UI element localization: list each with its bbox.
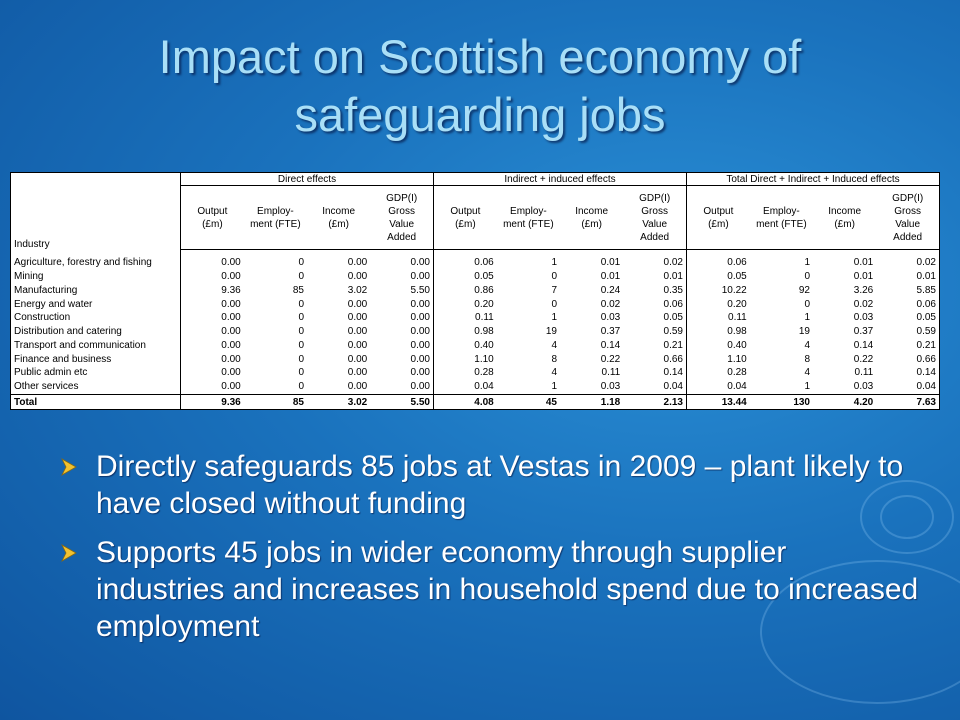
value-cell: 0.00	[347, 298, 368, 310]
value-cell: 5.85	[876, 284, 939, 298]
industry-cell: Finance and business	[11, 353, 181, 367]
value-cell: 10.22	[721, 284, 747, 296]
column-header	[434, 186, 497, 250]
value-cell: 9.36	[221, 284, 241, 296]
column-header-line: ment (FTE)	[250, 218, 301, 230]
value-cell: 0.98	[474, 326, 494, 338]
economic-impact-table	[10, 172, 940, 410]
table-row	[11, 353, 940, 367]
value-cell: 0.59	[876, 325, 939, 339]
impact-data-table	[10, 172, 940, 410]
value-cell: 1	[804, 381, 810, 393]
industry-cell: Transport and communication	[11, 339, 181, 353]
value-cell: 0.00	[370, 339, 433, 353]
table-row	[11, 325, 940, 339]
value-cell: 0.66	[623, 353, 686, 367]
value-cell: 0.24	[600, 284, 621, 296]
column-header-line: Gross	[641, 205, 668, 217]
value-cell: 0.00	[221, 257, 241, 269]
table-row	[11, 311, 940, 325]
column-header-line: Value	[642, 218, 668, 230]
value-cell: 19	[798, 326, 810, 338]
industry-cell: Energy and water	[11, 298, 181, 312]
column-header	[623, 186, 686, 250]
total-row	[11, 395, 940, 410]
column-header-line: (£m)	[834, 218, 855, 230]
value-cell: 0.04	[876, 380, 939, 394]
value-cell: 0.14	[853, 339, 874, 351]
column-header	[750, 186, 813, 250]
value-cell: 0.00	[347, 312, 368, 324]
group-header-total: Total Direct + Indirect + Induced effects	[687, 173, 940, 186]
value-cell: 85	[244, 395, 307, 410]
value-cell: 0	[804, 298, 810, 310]
industry-cell: Construction	[11, 311, 181, 325]
value-cell: 1	[804, 312, 810, 324]
value-cell: 0.02	[853, 298, 874, 310]
column-header-line: Value	[389, 218, 415, 230]
value-cell: 19	[545, 326, 557, 338]
value-cell: 0.28	[727, 367, 747, 379]
column-header-line: Output	[197, 205, 228, 217]
column-header-line: (£m)	[581, 218, 602, 230]
industry-cell: Manufacturing	[11, 284, 181, 298]
column-header-line: Employ-	[763, 205, 800, 217]
table-row	[11, 367, 940, 381]
value-cell: 0.01	[600, 257, 621, 269]
value-cell: 4	[551, 367, 557, 379]
value-cell: 0.59	[623, 325, 686, 339]
spacer-row	[11, 250, 940, 257]
column-header-line: GDP(I)	[386, 192, 418, 204]
value-cell: 1	[551, 381, 557, 393]
value-cell: 0.00	[221, 367, 241, 379]
value-cell: 1	[551, 257, 557, 269]
value-cell: 0.00	[370, 353, 433, 367]
value-cell: 0.22	[853, 353, 874, 365]
column-header-line: Income	[322, 205, 356, 217]
column-header-line: Added	[387, 231, 417, 243]
value-cell: 0.00	[370, 270, 433, 284]
value-cell: 0.05	[876, 311, 939, 325]
value-cell: 0.01	[853, 271, 874, 283]
industry-cell: Agriculture, forestry and fishing	[11, 256, 181, 270]
value-cell: 0.00	[370, 256, 433, 270]
value-cell: 0.06	[727, 257, 747, 269]
value-cell: 0	[804, 271, 810, 283]
column-header	[687, 186, 750, 250]
value-cell: 0.06	[876, 298, 939, 312]
value-cell: 0.05	[727, 271, 747, 283]
value-cell: 4	[551, 339, 557, 351]
value-cell: 0.00	[347, 257, 368, 269]
column-header	[244, 186, 307, 250]
industry-cell: Total	[11, 395, 181, 410]
value-cell: 4	[804, 339, 810, 351]
value-cell: 1.18	[560, 395, 623, 410]
value-cell: 0.00	[370, 367, 433, 381]
table-row	[11, 256, 940, 270]
value-cell: 0.06	[474, 257, 494, 269]
bullet-text: Directly safeguards 85 jobs at Vestas in 2009 – plant likely to have closed without funding	[96, 450, 904, 520]
column-header	[497, 186, 560, 250]
value-cell: 0.01	[853, 257, 874, 269]
column-header	[560, 186, 623, 250]
value-cell: 0	[551, 271, 557, 283]
value-cell: 0.00	[221, 339, 241, 351]
group-header-indirect: Indirect + induced effects	[434, 173, 687, 186]
column-header-line: Output	[450, 205, 481, 217]
title-line-1: Impact on Scottish economy of	[158, 30, 802, 83]
value-cell: 0.04	[623, 380, 686, 394]
value-cell: 4	[804, 367, 810, 379]
value-cell: 0.40	[727, 339, 747, 351]
value-cell: 0.20	[474, 298, 494, 310]
group-header-direct: Direct effects	[181, 173, 434, 186]
column-header-line: Gross	[388, 205, 415, 217]
value-cell: 0.00	[347, 381, 368, 393]
value-cell: 9.36	[181, 395, 244, 410]
value-cell: 8	[551, 353, 557, 365]
value-cell: 0.40	[474, 339, 494, 351]
value-cell: 0.00	[347, 339, 368, 351]
value-cell: 0.00	[347, 367, 368, 379]
bullet-text: Supports 45 jobs in wider economy through supplier industries and increases in household spend due to increased employment	[96, 536, 919, 643]
value-cell: 0.02	[623, 256, 686, 270]
column-header	[876, 186, 939, 250]
value-cell: 0.14	[876, 367, 939, 381]
value-cell: 0	[298, 381, 304, 393]
value-cell: 0.04	[474, 381, 494, 393]
slide-title	[40, 28, 920, 144]
value-cell: 0.03	[853, 381, 874, 393]
industry-cell: Public admin etc	[11, 367, 181, 381]
value-cell: 3.02	[347, 284, 368, 296]
value-cell: 0	[298, 326, 304, 338]
value-cell: 0.00	[221, 353, 241, 365]
column-header-line: GDP(I)	[639, 192, 671, 204]
column-header-line: ment (FTE)	[503, 218, 554, 230]
value-cell: 0.28	[474, 367, 494, 379]
value-cell: 1	[551, 312, 557, 324]
column-header	[813, 186, 876, 250]
value-cell: 0.00	[347, 353, 368, 365]
column-header-line: Employ-	[510, 205, 547, 217]
column-header-line: Income	[828, 205, 862, 217]
column-header	[307, 186, 370, 250]
value-cell: 0.22	[600, 353, 621, 365]
column-header-line: (£m)	[202, 218, 223, 230]
value-cell: 0.00	[347, 271, 368, 283]
value-cell: 3.02	[307, 395, 370, 410]
column-header-line: (£m)	[455, 218, 476, 230]
arrow-bullet-icon	[60, 458, 78, 476]
value-cell: 0	[298, 353, 304, 365]
value-cell: 0.11	[475, 312, 494, 324]
value-cell: 0.01	[600, 271, 621, 283]
value-cell: 0	[298, 367, 304, 379]
industry-cell: Distribution and catering	[11, 325, 181, 339]
column-header-line: Output	[703, 205, 734, 217]
value-cell: 45	[497, 395, 560, 410]
value-cell: 0.00	[370, 298, 433, 312]
value-cell: 0	[298, 339, 304, 351]
column-header-line: Value	[895, 218, 921, 230]
value-cell: 4.20	[813, 395, 876, 410]
value-cell: 0.03	[600, 312, 621, 324]
column-header-line: ment (FTE)	[756, 218, 807, 230]
bullet-list	[60, 448, 920, 657]
value-cell: 0.00	[370, 325, 433, 339]
column-header-line: Added	[893, 231, 923, 243]
table-row	[11, 284, 940, 298]
table-row	[11, 298, 940, 312]
industry-header: Industry	[11, 173, 181, 250]
value-cell: 0.21	[876, 339, 939, 353]
table-row	[11, 380, 940, 394]
value-cell: 0	[298, 271, 304, 283]
value-cell: 0.00	[347, 326, 368, 338]
column-header-line: Added	[640, 231, 670, 243]
value-cell: 92	[798, 284, 810, 296]
value-cell: 0.00	[221, 298, 241, 310]
value-cell: 0.03	[853, 312, 874, 324]
column-header-line: (£m)	[708, 218, 729, 230]
value-cell: 1.10	[727, 353, 747, 365]
value-cell: 0.00	[221, 271, 241, 283]
value-cell: 0.21	[623, 339, 686, 353]
value-cell: 1.10	[474, 353, 494, 365]
column-header-line: Employ-	[257, 205, 294, 217]
value-cell: 8	[804, 353, 810, 365]
column-header-line: GDP(I)	[892, 192, 924, 204]
value-cell: 0.98	[727, 326, 747, 338]
value-cell: 5.50	[370, 284, 433, 298]
value-cell: 0.14	[600, 339, 621, 351]
value-cell: 0.00	[221, 326, 241, 338]
value-cell: 0.03	[600, 381, 621, 393]
value-cell: 85	[292, 284, 304, 296]
value-cell: 0.86	[474, 284, 494, 296]
industry-cell: Mining	[11, 270, 181, 284]
value-cell: 0.37	[853, 326, 874, 338]
value-cell: 0.01	[623, 270, 686, 284]
arrow-bullet-icon	[60, 544, 78, 562]
industry-cell: Other services	[11, 380, 181, 394]
column-header	[370, 186, 433, 250]
value-cell: 0.04	[727, 381, 747, 393]
value-cell: 0.66	[876, 353, 939, 367]
value-cell: 0.14	[623, 367, 686, 381]
bullet-item	[60, 534, 920, 645]
value-cell: 130	[750, 395, 813, 410]
column-header-line: Gross	[894, 205, 921, 217]
value-cell: 0.35	[623, 284, 686, 298]
value-cell: 7	[551, 284, 557, 296]
value-cell: 0.00	[370, 380, 433, 394]
value-cell: 0.11	[601, 367, 621, 379]
value-cell: 0.00	[221, 312, 241, 324]
value-cell: 2.13	[623, 395, 686, 410]
bullet-item	[60, 448, 920, 522]
column-header	[181, 186, 244, 250]
value-cell: 0.00	[370, 311, 433, 325]
value-cell: 0.37	[600, 326, 621, 338]
column-header-line: Income	[575, 205, 609, 217]
title-line-2: safeguarding jobs	[294, 88, 666, 141]
table-row	[11, 339, 940, 353]
value-cell: 3.26	[853, 284, 874, 296]
column-header-line: (£m)	[328, 218, 349, 230]
value-cell: 0.02	[600, 298, 621, 310]
table-row	[11, 270, 940, 284]
value-cell: 0	[298, 257, 304, 269]
value-cell: 0	[551, 298, 557, 310]
value-cell: 0	[298, 312, 304, 324]
value-cell: 0.06	[623, 298, 686, 312]
value-cell: 0.05	[623, 311, 686, 325]
value-cell: 13.44	[687, 395, 750, 410]
value-cell: 4.08	[434, 395, 497, 410]
value-cell: 1	[804, 257, 810, 269]
value-cell: 0.05	[474, 271, 494, 283]
value-cell: 0	[298, 298, 304, 310]
value-cell: 5.50	[370, 395, 433, 410]
value-cell: 0.00	[221, 381, 241, 393]
value-cell: 0.20	[727, 298, 747, 310]
value-cell: 0.02	[876, 256, 939, 270]
value-cell: 0.01	[876, 270, 939, 284]
value-cell: 7.63	[876, 395, 939, 410]
value-cell: 0.11	[728, 312, 747, 324]
value-cell: 0.11	[854, 367, 874, 379]
